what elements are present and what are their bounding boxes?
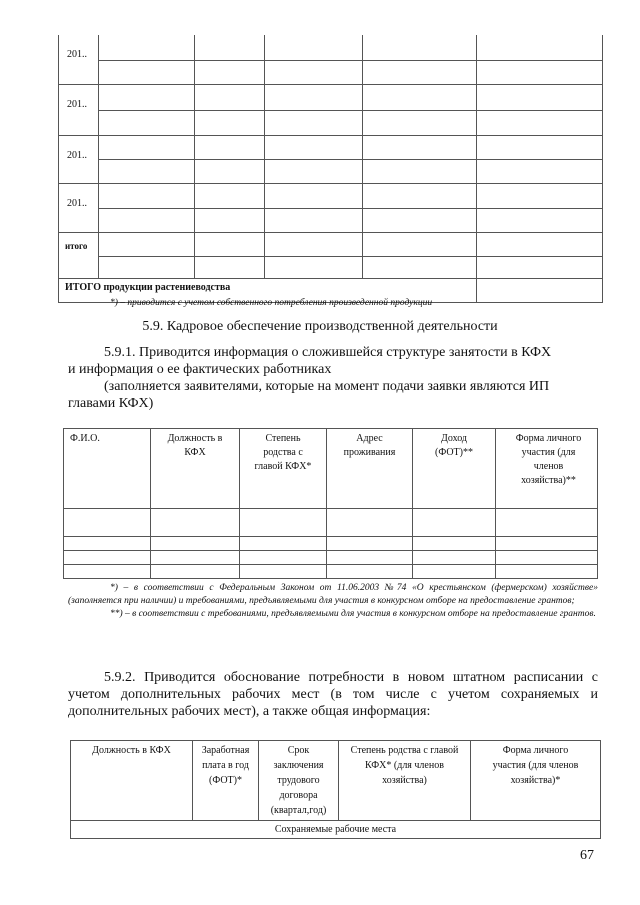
section-title: 5.9. Кадровое обеспечение производственной деятельности xyxy=(142,319,498,334)
employees-table xyxy=(63,428,598,579)
header-address: Адрес проживания xyxy=(327,429,413,509)
year-cell: 201.. xyxy=(59,84,99,135)
saved-jobs-row: Сохраняемые рабочие места xyxy=(71,821,601,839)
year-cell: 201.. xyxy=(59,35,99,84)
year-cell: 201.. xyxy=(59,183,99,232)
header-fio: Ф.И.О. xyxy=(64,429,151,509)
page-number: 67 xyxy=(580,848,594,863)
header-contract-term: Срок заключения трудового договора (квартал,год) xyxy=(259,741,339,821)
footnote-production: *) – приводится с учетом собственного потребления произведенной продукции xyxy=(110,298,433,308)
paragraph-5-9-1: 5.9.1. Приводится информация о сложившейся структуре занятости в КФХ и информация о ее фактических работниках (заполняется заявителями, которые на момент подачи заявки являются ИП главами КФХ) xyxy=(68,345,552,411)
header-participation: Форма личного участия (для членов хозяйства)** xyxy=(496,429,598,509)
header-position: Должность в КФХ xyxy=(151,429,240,509)
paragraph-5-9-2: 5.9.2. Приводится обоснование потребности в новом штатном расписании с учетом дополнительных рабочих мест (в том числе с учетом сохраняемых и дополнительных рабочих мест), а также общая информация: xyxy=(68,670,598,719)
total-production-label: ИТОГО продукции растениеводства xyxy=(59,278,477,302)
production-table xyxy=(58,35,603,303)
header-kinship: Степень родства с главой КФХ* (для членов хозяйства) xyxy=(339,741,471,821)
total-label: итого xyxy=(59,232,99,278)
header-position: Должность в КФХ xyxy=(71,741,193,821)
header-income: Доход (ФОТ)** xyxy=(413,429,496,509)
header-participation: Форма личного участия (для членов хозяйства)* xyxy=(471,741,601,821)
staffing-table xyxy=(70,740,601,839)
year-cell: 201.. xyxy=(59,135,99,183)
footnote-employees: *) – в соответствии с Федеральным Законом от 11.06.2003 №74 «О крестьянском (фермерском) хозяйстве» (заполняется при наличии) и требованиями, предъявляемыми для участия в конкурсном отборе на предоставление грантов; **) – в соответствии с требованиями, предъявляемыми для участия в конкурсном отборе на предоставление грантов. xyxy=(68,583,598,619)
header-salary: Заработная плата в год (ФОТ)* xyxy=(193,741,259,821)
header-kinship: Степень родства с главой КФХ* xyxy=(240,429,327,509)
